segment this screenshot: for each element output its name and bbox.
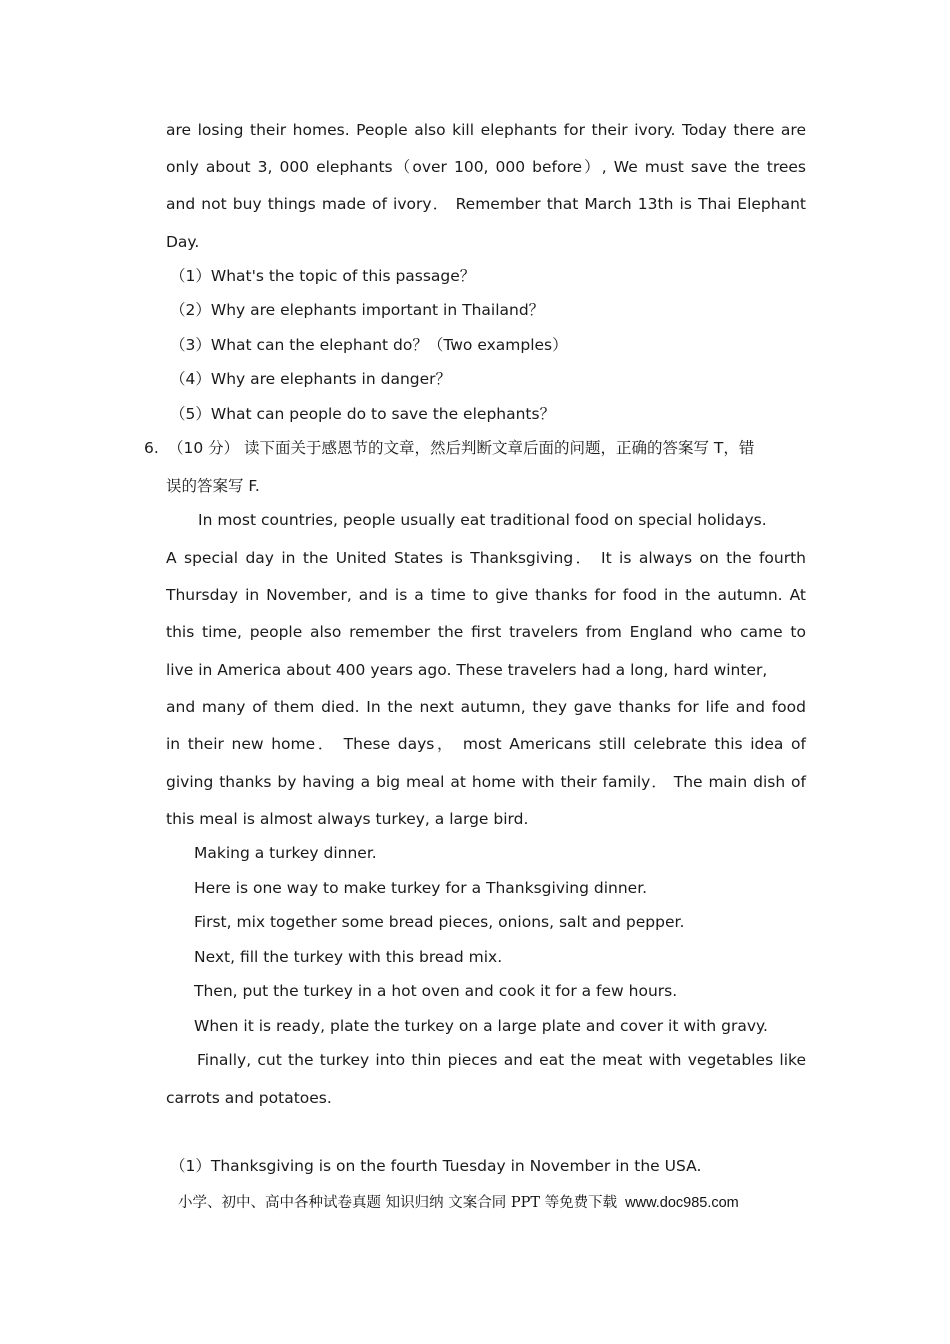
recipe-step-cont: carrots and potatoes. (166, 1089, 332, 1107)
question-instruction: 读下面关于感恩节的文章，然后判断文章后面的问题，正确的答案写 T，错 (244, 439, 755, 457)
statement-item: （1）Thanksgiving is on the fourth Tuesday in November in the USA. (170, 1157, 702, 1175)
passage-line: and many of them died. In the next autumn, they gave thanks for life and food (166, 698, 806, 716)
passage-line: this time, people also remember the first travelers from England who came to (166, 623, 806, 641)
question-item: （3）What can the elephant do？（Two examples） (170, 336, 568, 354)
footer-text: 小学、初中、高中各种试卷真题 知识归纳 文案合同 PPT 等免费下载 (178, 1195, 618, 1211)
passage-line: In most countries, people usually eat traditional food on special holidays. (198, 511, 767, 529)
question-item: （4）Why are elephants in danger？ (170, 370, 452, 388)
passage-line: live in America about 400 years ago. These travelers had a long, hard winter, (166, 661, 768, 679)
recipe-step: When it is ready, plate the turkey on a large plate and cover it with gravy. (194, 1017, 768, 1035)
footer (178, 1191, 739, 1212)
recipe-step: Next, fill the turkey with this bread mix. (194, 948, 503, 966)
passage-line: are losing their homes. People also kill elephants for their ivory. Today there are (166, 121, 806, 139)
passage-line: in their new home． These days， most Americans still celebrate this idea of (166, 735, 806, 753)
passage-line: A special day in the United States is Thanksgiving． It is always on the fourth (166, 549, 806, 567)
passage-line: and not buy things made of ivory． Remember that March 13th is Thai Elephant (166, 195, 806, 213)
recipe-title: Making a turkey dinner. (194, 844, 377, 862)
passage-line: this meal is almost always turkey, a large bird. (166, 810, 529, 828)
footer-url[interactable]: www.doc985.com (625, 1195, 739, 1211)
recipe-step: First, mix together some bread pieces, onions, salt and pepper. (194, 913, 685, 931)
passage-line: Day. (166, 233, 200, 251)
passage-line: only about 3, 000 elephants（over 100, 000 before）, We must save the trees (166, 158, 806, 176)
question-number: 6. (144, 439, 159, 457)
recipe-line: Here is one way to make turkey for a Thanksgiving dinner. (194, 879, 648, 897)
question-item: （1）What's the topic of this passage？ (170, 267, 476, 285)
question-instruction-cont: 误的答案写 F. (166, 477, 260, 495)
question-item: （5）What can people do to save the elephants？ (170, 405, 556, 423)
passage-line: giving thanks by having a big meal at home with their family． The main dish of (166, 773, 806, 791)
passage-line: Thursday in November, and is a time to give thanks for food in the autumn. At (166, 586, 806, 604)
recipe-step: Then, put the turkey in a hot oven and cook it for a few hours. (194, 982, 678, 1000)
recipe-step: Finally, cut the turkey into thin pieces and eat the meat with vegetables like (197, 1051, 806, 1069)
question-item: （2）Why are elephants important in Thailand？ (170, 301, 545, 319)
question-points: （10 分） (168, 439, 240, 457)
